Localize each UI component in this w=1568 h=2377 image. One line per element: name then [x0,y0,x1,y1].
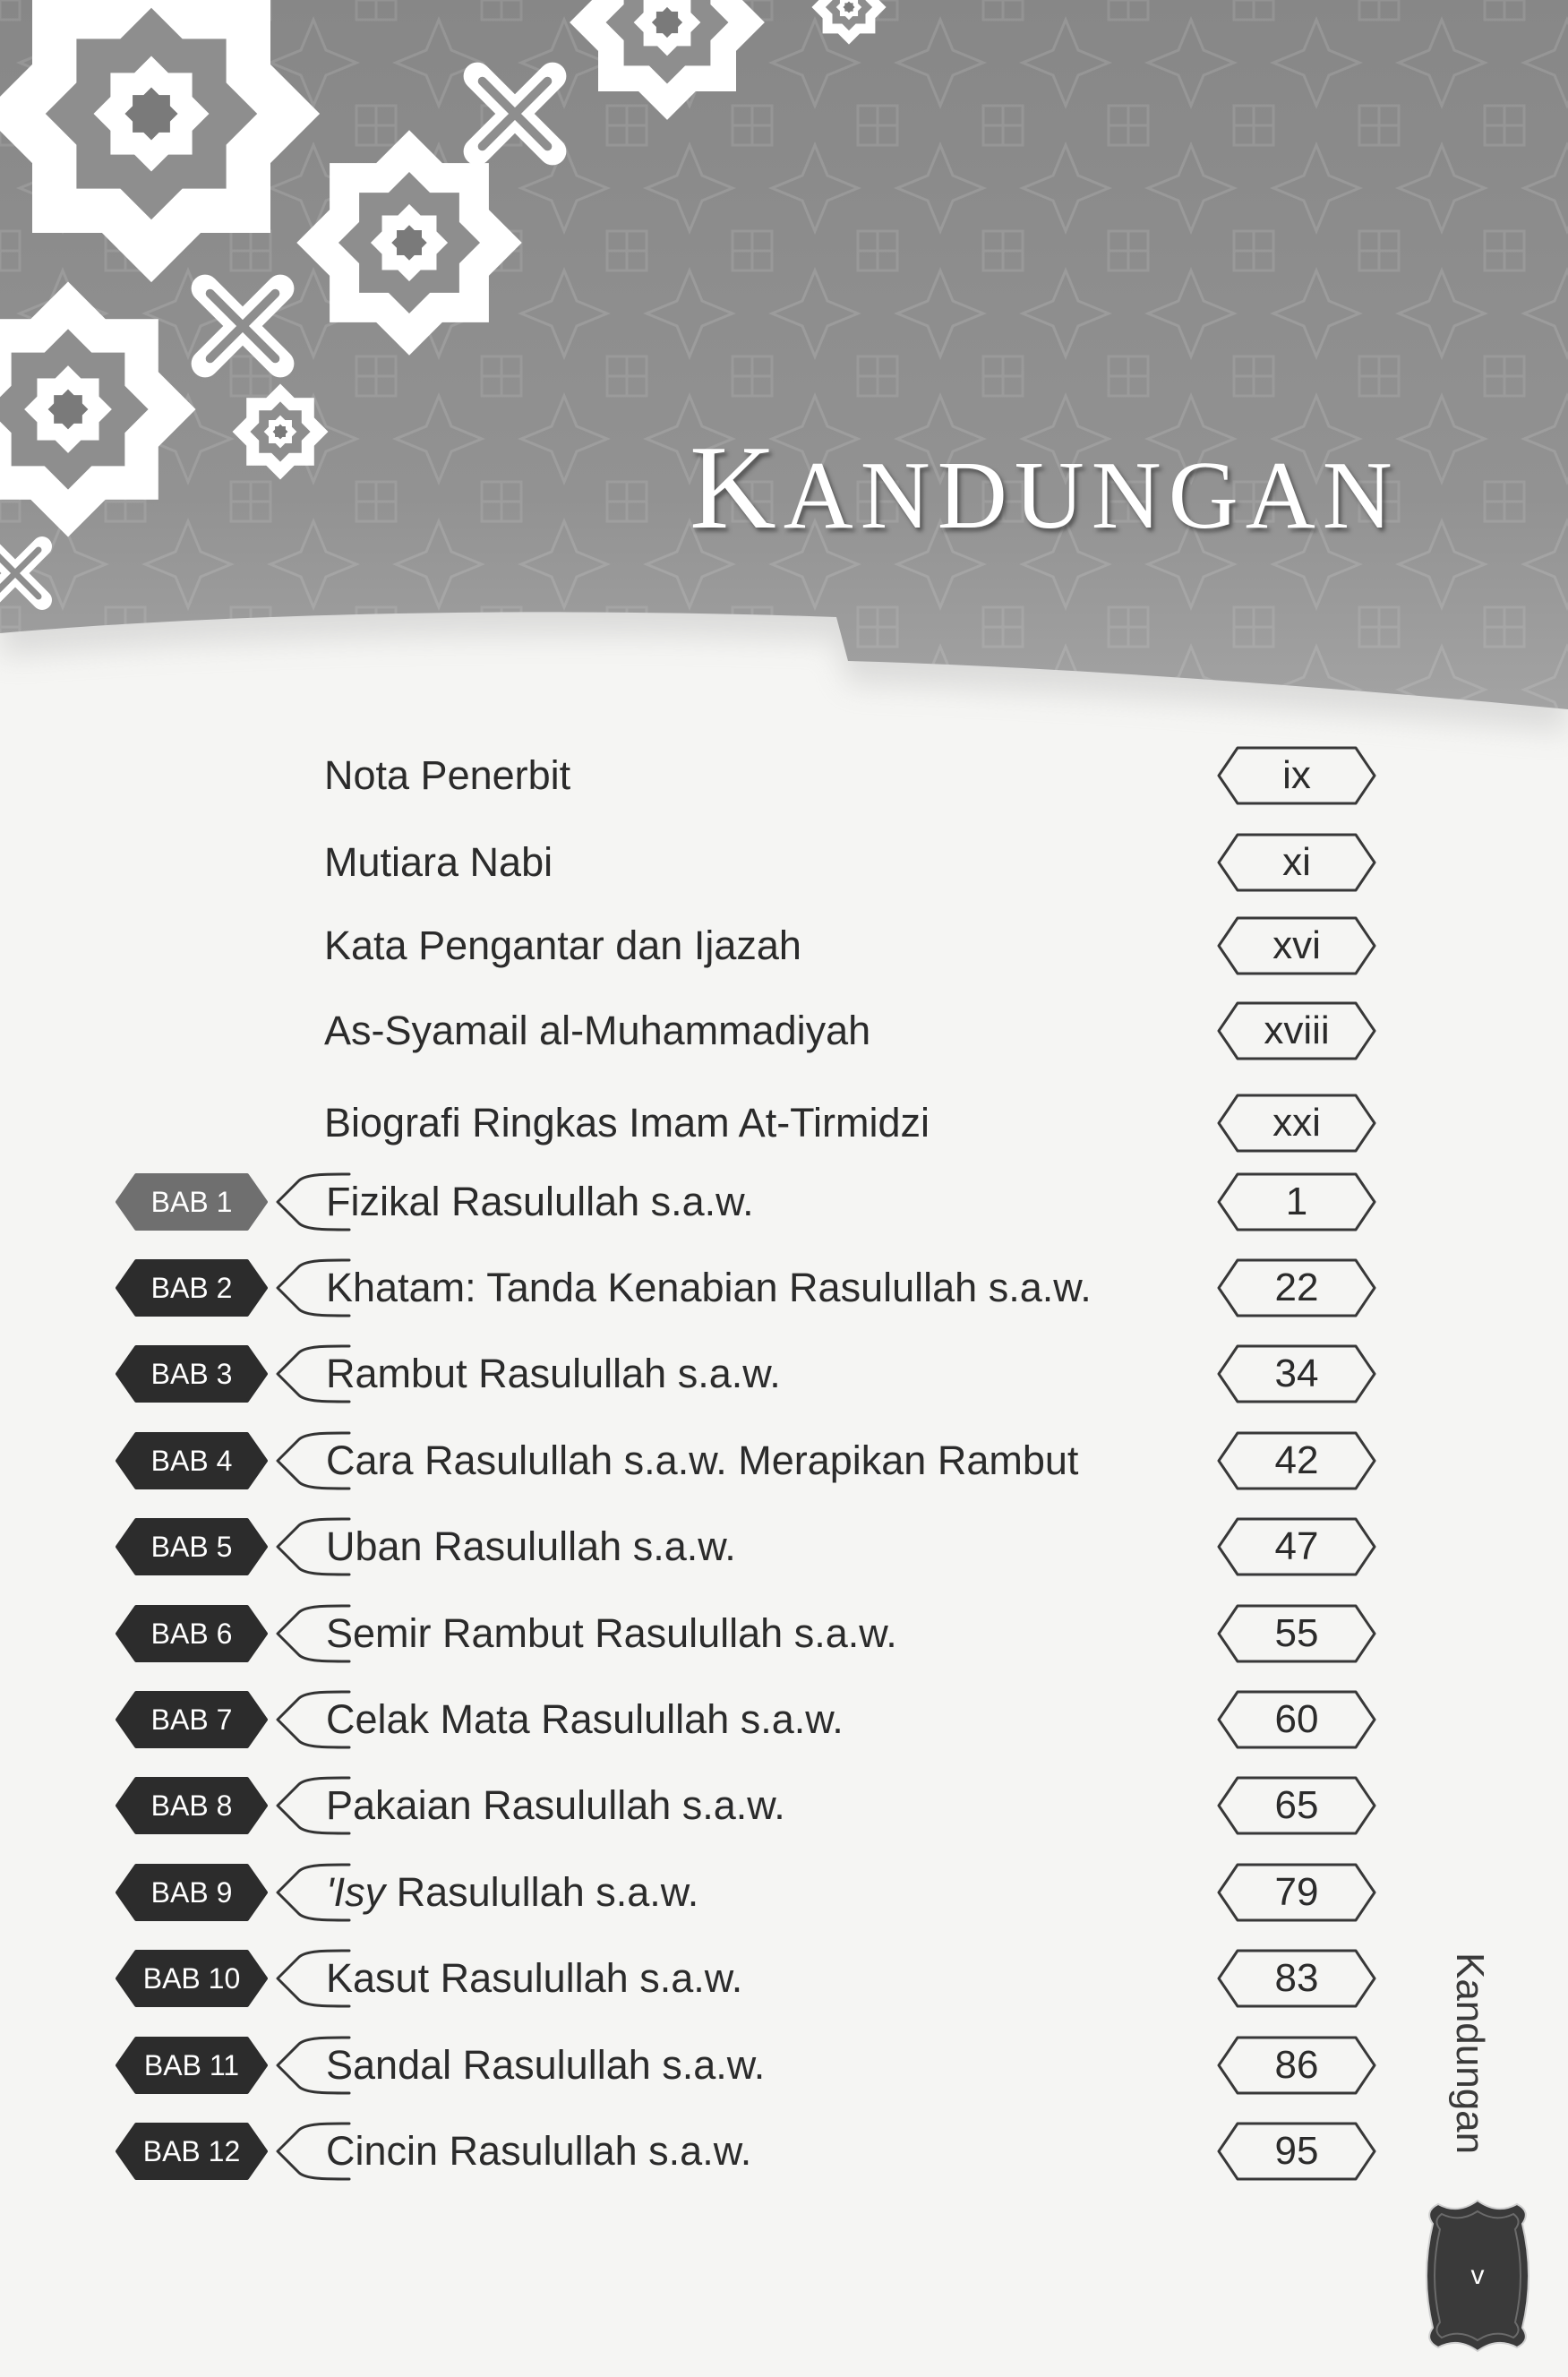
chapter-badge-label: BAB 10 [142,1962,241,1995]
chapter-badge-label: BAB 12 [142,2135,241,2167]
page-number-box [1216,915,1377,976]
eight-point-star-icon [296,130,521,355]
toc-entry-chapter [0,1430,1568,1491]
toc-entry-chapter [0,1343,1568,1404]
toc-entry-chapter [0,2121,1568,2182]
chapter-badge [114,1516,270,1577]
page-number: 34 [1274,1352,1319,1395]
page-number-box [1216,745,1377,806]
chapter-badge [114,1171,270,1232]
page-number-box [1216,1257,1377,1318]
page-number: 1 [1285,1180,1308,1223]
entry-title: Fizikal Rasulullah s.a.w. [326,1179,754,1224]
chapter-badge [114,1430,270,1491]
toc-entry [0,915,1568,976]
toc-entry-chapter [0,1689,1568,1750]
entry-title: Kasut Rasulullah s.a.w. [326,1955,743,2001]
entry-title [326,1862,698,1923]
toc-entry-chapter [0,1948,1568,2009]
entry-title: Kata Pengantar dan Ijazah [324,922,801,968]
page-number-box [1216,1775,1377,1836]
entry-title: Uban Rasulullah s.a.w. [326,1523,736,1569]
page-number-box [1216,1000,1377,1061]
toc-entry [0,1000,1568,1061]
page-number: xi [1282,840,1311,884]
chapter-badge-label: BAB 9 [150,1876,233,1909]
chapter-badge [114,1603,270,1664]
page-number-box [1216,2035,1377,2096]
page-number: 95 [1274,2129,1319,2173]
page-number: 22 [1274,1266,1319,1309]
entry-title: Biografi Ringkas Imam At-Tirmidzi [324,1100,930,1146]
page-number: v [1470,2261,1485,2290]
chapter-badge-label: BAB 11 [143,2049,240,2081]
page-number-box [1216,1689,1377,1750]
entry-title: Pakaian Rasulullah s.a.w. [326,1782,785,1828]
page-number: ix [1282,753,1311,797]
page-number: 47 [1274,1524,1319,1568]
eight-point-star-icon [233,384,329,480]
chapter-badge-label: BAB 7 [150,1703,233,1736]
entry-title: Cara Rasulullah s.a.w. Merapikan Rambut [326,1437,1079,1483]
page-number: xvi [1272,923,1321,967]
page-number: 86 [1274,2043,1319,2087]
toc-entry-chapter [0,1603,1568,1664]
chapter-badge [114,1257,270,1318]
page-number: 79 [1274,1870,1319,1914]
toc-entry [0,1093,1568,1154]
running-section-label: Kandungan [1448,1952,1492,2155]
chapter-badge-label: BAB 5 [150,1531,233,1563]
entry-title: As-Syamail al-Muhammadiyah [324,1008,871,1053]
chapter-badge [114,2121,270,2182]
page-number: xviii [1264,1008,1330,1052]
page-number: xxi [1272,1101,1321,1145]
toc-entry-chapter [0,1171,1568,1232]
chapter-badge-label: BAB 8 [150,1789,233,1822]
page-number: 83 [1274,1956,1319,2000]
entry-title: Cincin Rasulullah s.a.w. [326,2128,752,2174]
page-number: 55 [1274,1611,1319,1655]
chapter-badge-label: BAB 2 [150,1272,233,1304]
toc-entry-chapter [0,1862,1568,1923]
toc-entry-chapter [0,2035,1568,2096]
toc-entry [0,832,1568,893]
page-number-box [1216,1603,1377,1664]
page-title: KANDUNGAN [690,421,1400,553]
chapter-badge [114,1343,270,1404]
chapter-badge [114,1775,270,1836]
page-number-box [1216,832,1377,893]
chapter-badge [114,2035,270,2096]
header-band [0,0,1568,770]
entry-title: Celak Mata Rasulullah s.a.w. [326,1696,844,1742]
entry-title: Khatam: Tanda Kenabian Rasulullah s.a.w. [326,1265,1092,1310]
page-number-box [1216,1343,1377,1404]
chapter-badge-label: BAB 3 [150,1358,233,1390]
page-number-box [1216,1171,1377,1232]
entry-title: Semir Rambut Rasulullah s.a.w. [326,1610,897,1656]
entry-title: Rambut Rasulullah s.a.w. [326,1351,781,1396]
toc-entry-chapter [0,1516,1568,1577]
entry-title-italic: 'Isy [326,1869,386,1915]
page-number-box [1216,2121,1377,2182]
page-number-box [1216,1093,1377,1154]
chapter-badge-label: BAB 4 [150,1445,233,1477]
entry-title-rest: Rasulullah s.a.w. [396,1869,699,1915]
chapter-badge [114,1862,270,1923]
page-number: 42 [1274,1438,1319,1482]
chapter-badge-label: BAB 6 [150,1618,233,1650]
page-number: 60 [1274,1697,1319,1741]
chapter-badge-label: BAB 1 [150,1186,233,1218]
toc-entry [0,745,1568,806]
entry-title: Sandal Rasulullah s.a.w. [326,2042,766,2088]
toc-entry-chapter [0,1775,1568,1836]
entry-title: Mutiara Nabi [324,839,553,885]
chapter-badge [114,1948,270,2009]
page-number-box [1216,1948,1377,2009]
chapter-badge [114,1689,270,1750]
page-number-box [1216,1430,1377,1491]
page-number-emblem [1420,2199,1535,2353]
page-number-box [1216,1862,1377,1923]
page-number: 65 [1274,1783,1319,1827]
page-number-box [1216,1516,1377,1577]
entry-title: Nota Penerbit [324,752,571,798]
toc-entry-chapter [0,1257,1568,1318]
